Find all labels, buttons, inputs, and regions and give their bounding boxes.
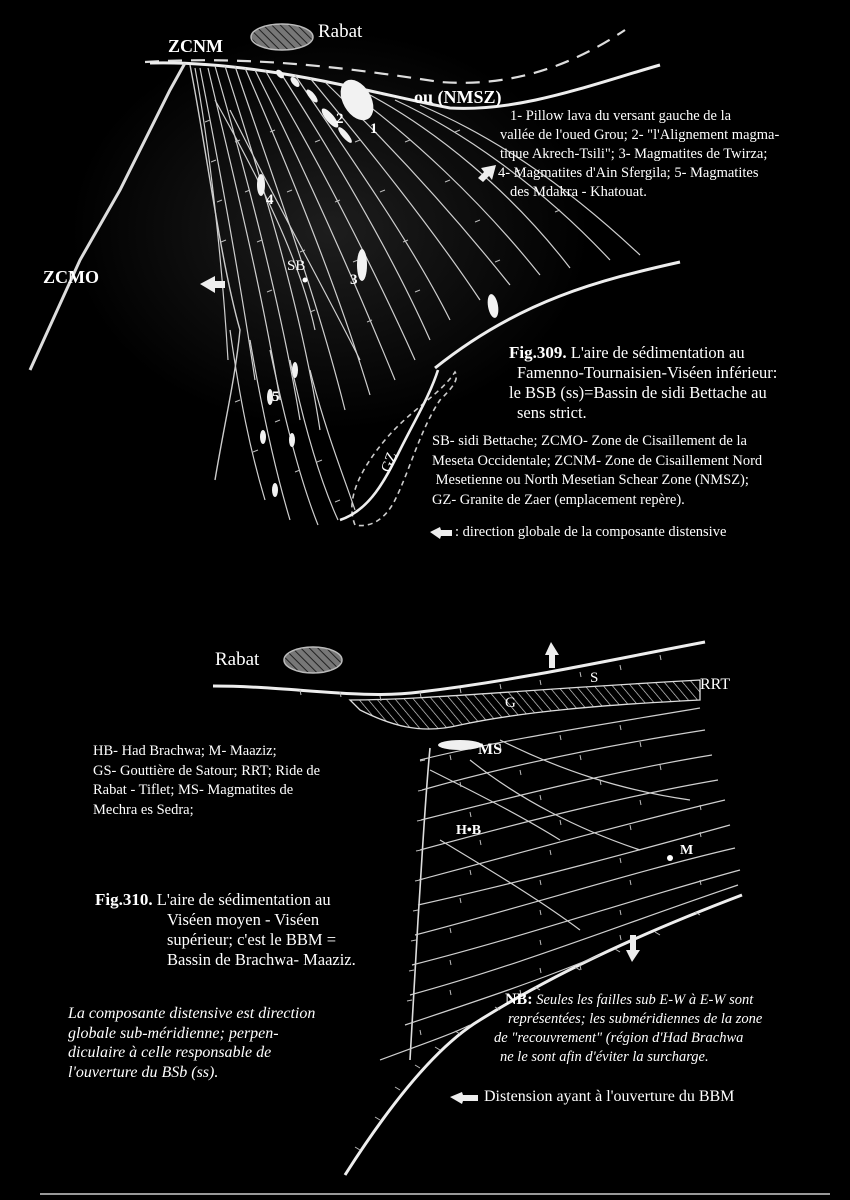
legend-arrow-309 [430, 527, 452, 539]
abbrev-310 [93, 742, 320, 820]
caption-line: Viséen moyen - Viséen [167, 910, 320, 929]
label-hb: H•B [456, 823, 482, 838]
label-n4: 4 [266, 192, 274, 208]
caption-310 [95, 890, 356, 970]
legend-line: tique Akrech-Tsili"; 3- Magmatites de Twirza; [500, 146, 768, 162]
legend-line: 4- Magmatites d'Ain Sfergila; 5- Magmatites [498, 165, 759, 181]
caption-line: L'aire de sédimentation au [570, 343, 745, 362]
abbrev-line: GS- Gouttière de Satour; RRT; Ride de [93, 762, 321, 779]
abbrev-line: HB- Had Brachwa; M- Maaziz; [93, 743, 277, 759]
arrow-legend-309: : direction globale de la composante distensive [455, 524, 727, 540]
legend-line: des Mdakra - Khatouat. [510, 184, 647, 200]
composante-310 [68, 1004, 315, 1082]
legend-numbers-309 [498, 107, 780, 202]
label-m: M [680, 843, 694, 858]
composante-line: La composante distensive est direction [68, 1005, 316, 1022]
abbrev-line: SB- sidi Bettache; ZCMO- Zone de Cisaillement de la [432, 433, 747, 449]
label-n2: 2 [336, 111, 344, 127]
rabat-city-marker-309 [251, 24, 313, 50]
nb-line: représentées; les subméridiennes de la zone [508, 1011, 763, 1027]
label-gz: GZ [378, 450, 401, 475]
caption-line: L'aire de sédimentation au [156, 890, 331, 909]
label-zcnm: ZCNM [168, 36, 223, 56]
composante-line: diculaire à celle responsable de [68, 1044, 272, 1061]
caption-309 [509, 343, 777, 423]
distension-arrow-north [545, 642, 559, 668]
arrow-legend-310: Distension ayant à l'ouverture du BBM [484, 1088, 735, 1105]
caption-line: le BSB (ss)=Bassin de sidi Bettache au [509, 383, 767, 402]
composante-line: globale sub-méridienne; perpen- [68, 1024, 279, 1042]
label-ms: MS [478, 741, 502, 758]
fig310-number: Fig.310. [95, 890, 153, 909]
label-n1: 1 [370, 121, 378, 137]
abbrev-line: Meseta Occidentale; ZCNM- Zone de Cisaillement Nord [432, 452, 763, 469]
composante-line: l'ouverture du BSb (ss). [68, 1063, 219, 1081]
label-s: S [590, 670, 599, 686]
legend-line: 1- Pillow lava du versant gauche de la [510, 108, 732, 124]
nb-line: de "recouvrement" (région d'Had Brachwa [494, 1030, 744, 1046]
nb-line: Seules les failles sub E-W à E-W sont [536, 992, 754, 1008]
label-ou-nmsz: ou (NMSZ) [414, 87, 502, 107]
label-n3: 3 [350, 272, 358, 288]
ms-magmatite [438, 740, 482, 750]
label-n5: 5 [272, 389, 280, 405]
abbrev-line: Rabat - Tiflet; MS- Magmatites de [93, 782, 294, 798]
caption-line: Bassin de Brachwa- Maaziz. [167, 950, 356, 969]
label-zcmo: ZCMO [43, 267, 99, 287]
label-rabat-310: Rabat [215, 649, 260, 670]
legend-arrow-310 [450, 1092, 478, 1104]
label-sb: SB [287, 258, 306, 274]
abbrev-309 [432, 432, 762, 510]
abbrev-line: GZ- Granite de Zaer (emplacement repère). [432, 491, 685, 508]
caption-line: Famenno-Tournaisien-Viséen inférieur: [517, 363, 778, 382]
fig309-number: Fig.309. [509, 343, 567, 362]
fault-ticks-310 [300, 655, 701, 1150]
nb-note-310 [486, 990, 762, 1067]
label-rabat-309: Rabat [318, 21, 363, 42]
label-g: G [505, 695, 516, 711]
maaziz-point [667, 855, 673, 861]
rrt-hatched-band [350, 680, 700, 729]
nb-line: ne le sont afin d'éviter la surcharge. [500, 1049, 709, 1065]
abbrev-line: Mesetienne ou North Mesetian Schear Zone (NMSZ); [432, 472, 749, 488]
abbrev-line: Mechra es Sedra; [93, 801, 194, 818]
nb-label: NB: [505, 991, 533, 1008]
caption-line: sens strict. [517, 403, 587, 422]
label-rrt: RRT [700, 676, 731, 693]
legend-line: vallée de l'oued Grou; 2- "l'Alignement magma- [500, 127, 780, 143]
caption-line: supérieur; c'est le BBM = [167, 930, 336, 949]
rabat-city-marker-310 [284, 647, 342, 673]
